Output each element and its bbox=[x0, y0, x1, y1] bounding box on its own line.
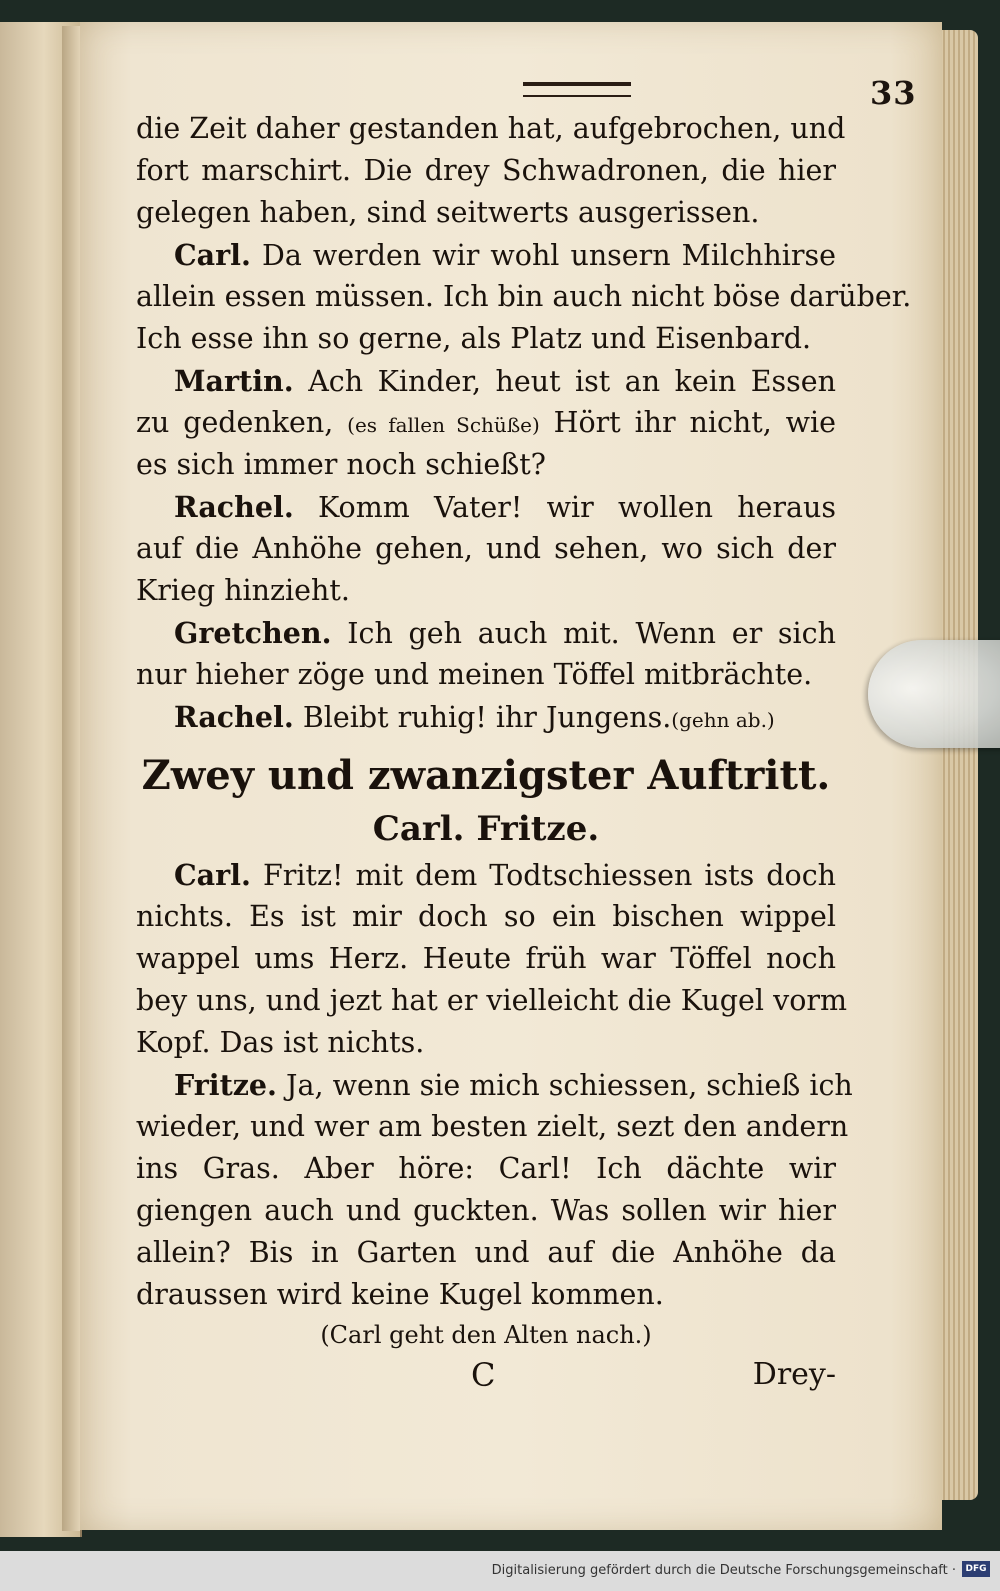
text-line: Ich esse ihn so gerne, als Platz und Eisenbard. bbox=[136, 322, 812, 355]
speaker-name: Martin. bbox=[174, 364, 294, 398]
text-line: draussen wird keine Kugel kommen. bbox=[136, 1278, 664, 1311]
speaker-name: Rachel. bbox=[174, 490, 294, 524]
dialogue-line bbox=[136, 854, 836, 896]
text-line: Krieg hinzieht. bbox=[136, 574, 350, 607]
speech-text: Bleibt ruhig! ihr Jungens. bbox=[302, 701, 672, 734]
text-line: wieder, und wer am besten zielt, sezt den andern bbox=[136, 1110, 849, 1143]
header-rule bbox=[523, 82, 631, 97]
dialogue-line bbox=[136, 234, 836, 276]
speech-text: Ja, wenn sie mich schiessen, schieß ich bbox=[286, 1069, 853, 1102]
text-line: giengen auch und guckten. Was sollen wir hier bbox=[136, 1194, 836, 1227]
left-page-edge bbox=[62, 26, 80, 1531]
scene-heading: Zwey und zwanzigster Auftritt. bbox=[141, 752, 831, 799]
dialogue-line bbox=[136, 486, 836, 528]
speech-text: Komm Vater! wir wollen heraus bbox=[318, 491, 837, 524]
scene-characters: Carl. Fritze. bbox=[372, 809, 600, 849]
page-text bbox=[136, 108, 912, 1396]
text-line: allein? Bis in Garten und auf die Anhöhe da bbox=[136, 1236, 836, 1269]
speaker-name: Fritze. bbox=[174, 1068, 277, 1102]
page-clip-tab bbox=[868, 640, 1000, 748]
text-line: ins Gras. Aber höre: Carl! Ich dächte wir bbox=[136, 1152, 836, 1185]
stage-direction-inline: (gehn ab.) bbox=[671, 708, 775, 732]
text-line: es sich immer noch schießt? bbox=[136, 448, 546, 481]
text-line: bey uns, und jezt hat er vielleicht die Kugel vorm bbox=[136, 984, 847, 1017]
credit-bar bbox=[0, 1551, 1000, 1591]
speaker-name: Rachel. bbox=[174, 700, 294, 734]
speaker-name: Carl. bbox=[174, 858, 251, 892]
speech-text: Ach Kinder, heut ist an kein Essen bbox=[308, 365, 836, 398]
page-number: 33 bbox=[870, 74, 917, 112]
speech-text: Ich geh auch mit. Wenn er sich bbox=[347, 617, 836, 650]
credit-text: Digitalisierung gefördert durch die Deutsche Forschungsgemeinschaft · bbox=[491, 1563, 956, 1578]
text-line: allein essen müssen. Ich bin auch nicht böse darüber. bbox=[136, 280, 912, 313]
catchword: Drey- bbox=[752, 1357, 836, 1392]
dialogue-line bbox=[136, 612, 836, 654]
text-line: Kopf. Das ist nichts. bbox=[136, 1026, 425, 1059]
text-line bbox=[136, 402, 836, 444]
speech-text: Fritz! mit dem Todtschiessen ists doch bbox=[262, 859, 837, 892]
dialogue-line bbox=[136, 696, 836, 738]
text-line: gelegen haben, sind seitwerts ausgerissen. bbox=[136, 196, 760, 229]
stage-direction: (Carl geht den Alten nach.) bbox=[320, 1321, 652, 1349]
speech-text: zu gedenken, bbox=[136, 406, 348, 439]
dfg-logo: DFG bbox=[962, 1561, 990, 1577]
signature-mark: C bbox=[471, 1356, 496, 1394]
text-line: auf die Anhöhe gehen, und sehen, wo sich der bbox=[136, 532, 836, 565]
dialogue-line bbox=[136, 1064, 853, 1106]
text-line: nichts. Es ist mir doch so ein bischen wippel bbox=[136, 900, 836, 933]
page-footer bbox=[136, 1354, 836, 1396]
dialogue-line bbox=[136, 360, 836, 402]
speaker-name: Carl. bbox=[174, 238, 251, 272]
text-line: fort marschirt. Die drey Schwadronen, die hier bbox=[136, 154, 836, 187]
speech-text: Da werden wir wohl unsern Milchhirse bbox=[261, 239, 836, 272]
speaker-name: Gretchen. bbox=[174, 616, 332, 650]
stage-direction-inline: (es fallen Schüße) bbox=[347, 413, 540, 437]
text-line: die Zeit daher gestanden hat, aufgebrochen, und bbox=[136, 112, 846, 145]
text-line: wappel ums Herz. Heute früh war Töffel noch bbox=[136, 942, 836, 975]
speech-text: Hört ihr nicht, wie bbox=[539, 406, 836, 439]
text-line: nur hieher zöge und meinen Töffel mitbrächte. bbox=[136, 658, 813, 691]
